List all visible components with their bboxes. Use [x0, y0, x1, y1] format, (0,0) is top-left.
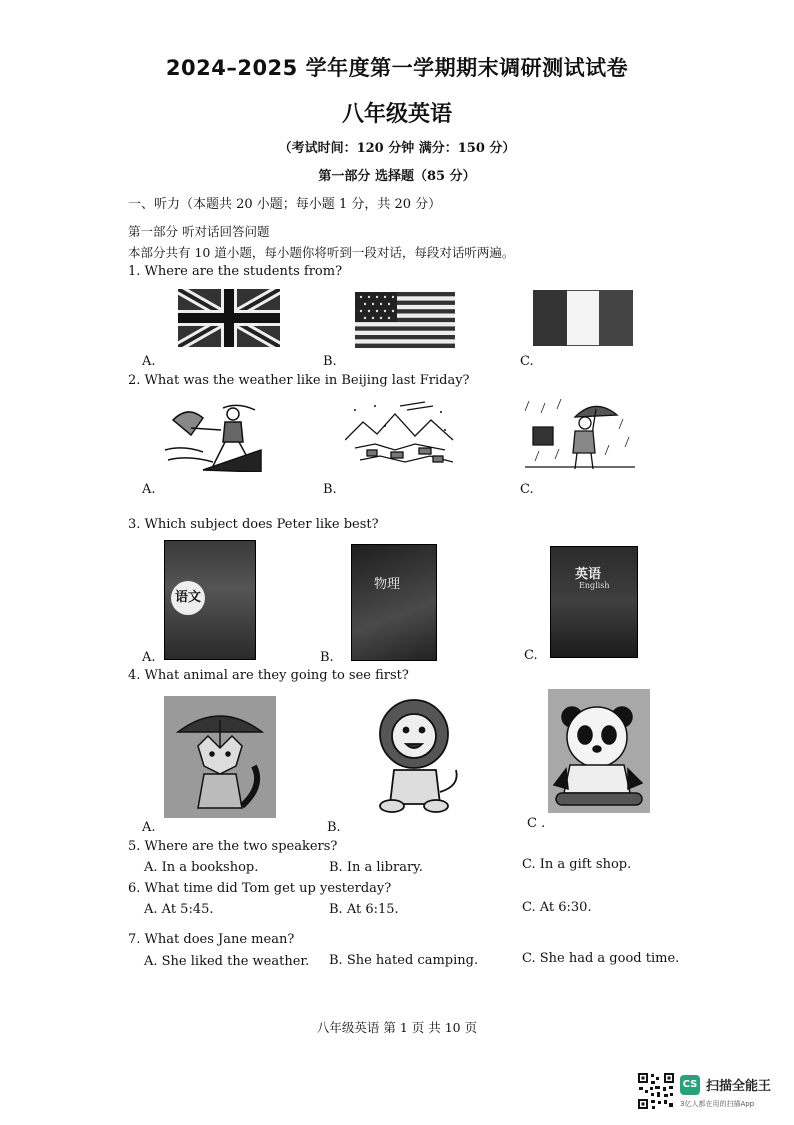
english-book-title-en: English — [579, 581, 610, 590]
q6-option-b: B. At 6:15. — [329, 902, 399, 917]
q1-option-b: B. — [323, 354, 337, 369]
physics-textbook-image — [351, 544, 437, 661]
italy-flag-image — [533, 290, 633, 346]
part-heading: 第一部分 选择题（85 分） — [318, 169, 476, 184]
q4-option-c: C . — [527, 816, 546, 831]
panda-image — [548, 689, 650, 813]
q5-option-c: C. In a gift shop. — [522, 857, 632, 872]
rainy-weather-image — [525, 397, 635, 472]
question-4: 4. What animal are they going to see first? — [128, 668, 409, 683]
camscanner-tagline: 3亿人都在用的扫描App — [680, 1100, 755, 1108]
question-7: 7. What does Jane mean? — [128, 932, 295, 947]
camscanner-logo-icon: CS — [680, 1075, 700, 1095]
us-flag-image — [355, 292, 455, 348]
q3-option-a: A. — [142, 650, 156, 665]
q5-option-a: A. In a bookshop. — [144, 860, 259, 875]
question-1: 1. Where are the students from? — [128, 264, 343, 279]
qr-code-icon — [637, 1072, 675, 1110]
windy-weather-image — [163, 400, 263, 472]
q6-option-a: A. At 5:45. — [144, 902, 214, 917]
q1-option-c: C. — [520, 354, 534, 369]
question-3: 3. Which subject does Peter like best? — [128, 517, 379, 532]
q1-option-a: A. — [142, 354, 156, 369]
section-instruction: 本部分共有 10 道小题，每小题你将听到一段对话，每段对话听两遍。 — [128, 245, 515, 260]
section-subheading: 第一部分 听对话回答问题 — [128, 224, 270, 239]
exam-title: 2024–2025 学年度第一学期期末调研测试试卷 — [165, 56, 629, 80]
page-footer: 八年级英语 第 1 页 共 10 页 — [316, 1020, 478, 1035]
q2-option-c: C. — [520, 482, 534, 497]
section-heading: 一、听力（本题共 20 小题；每小题 1 分，共 20 分） — [128, 197, 442, 212]
question-5: 5. Where are the two speakers? — [128, 839, 338, 854]
q3-option-c: C. — [524, 648, 538, 663]
lion-image — [370, 696, 464, 816]
q3-option-b: B. — [320, 650, 334, 665]
q4-option-b: B. — [327, 820, 341, 835]
question-6: 6. What time did Tom get up yesterday? — [128, 881, 392, 896]
physics-book-title: 物理 — [374, 577, 401, 592]
english-textbook-image — [550, 546, 638, 658]
uk-flag-image — [178, 289, 280, 347]
q7-option-b: B. She hated camping. — [329, 953, 479, 968]
chinese-book-title: 语文 — [171, 581, 205, 615]
q6-option-c: C. At 6:30. — [522, 900, 592, 915]
question-2: 2. What was the weather like in Beijing last Friday? — [128, 373, 470, 388]
english-book-title-cn: 英语 — [575, 567, 602, 582]
exam-info: （考试时间：120 分钟 满分：150 分） — [278, 141, 516, 156]
fox-image — [164, 696, 276, 818]
snowy-weather-image — [345, 400, 455, 472]
exam-subtitle: 八年级英语 — [341, 102, 452, 127]
q4-option-a: A. — [142, 820, 156, 835]
chinese-textbook-image — [164, 540, 256, 660]
q5-option-b: B. In a library. — [329, 860, 423, 875]
q7-option-c: C. She had a good time. — [522, 951, 680, 966]
q7-option-a: A. She liked the weather. — [144, 954, 310, 969]
camscanner-app-name: 扫描全能王 — [706, 1079, 772, 1094]
q2-option-b: B. — [323, 482, 337, 497]
q2-option-a: A. — [142, 482, 156, 497]
